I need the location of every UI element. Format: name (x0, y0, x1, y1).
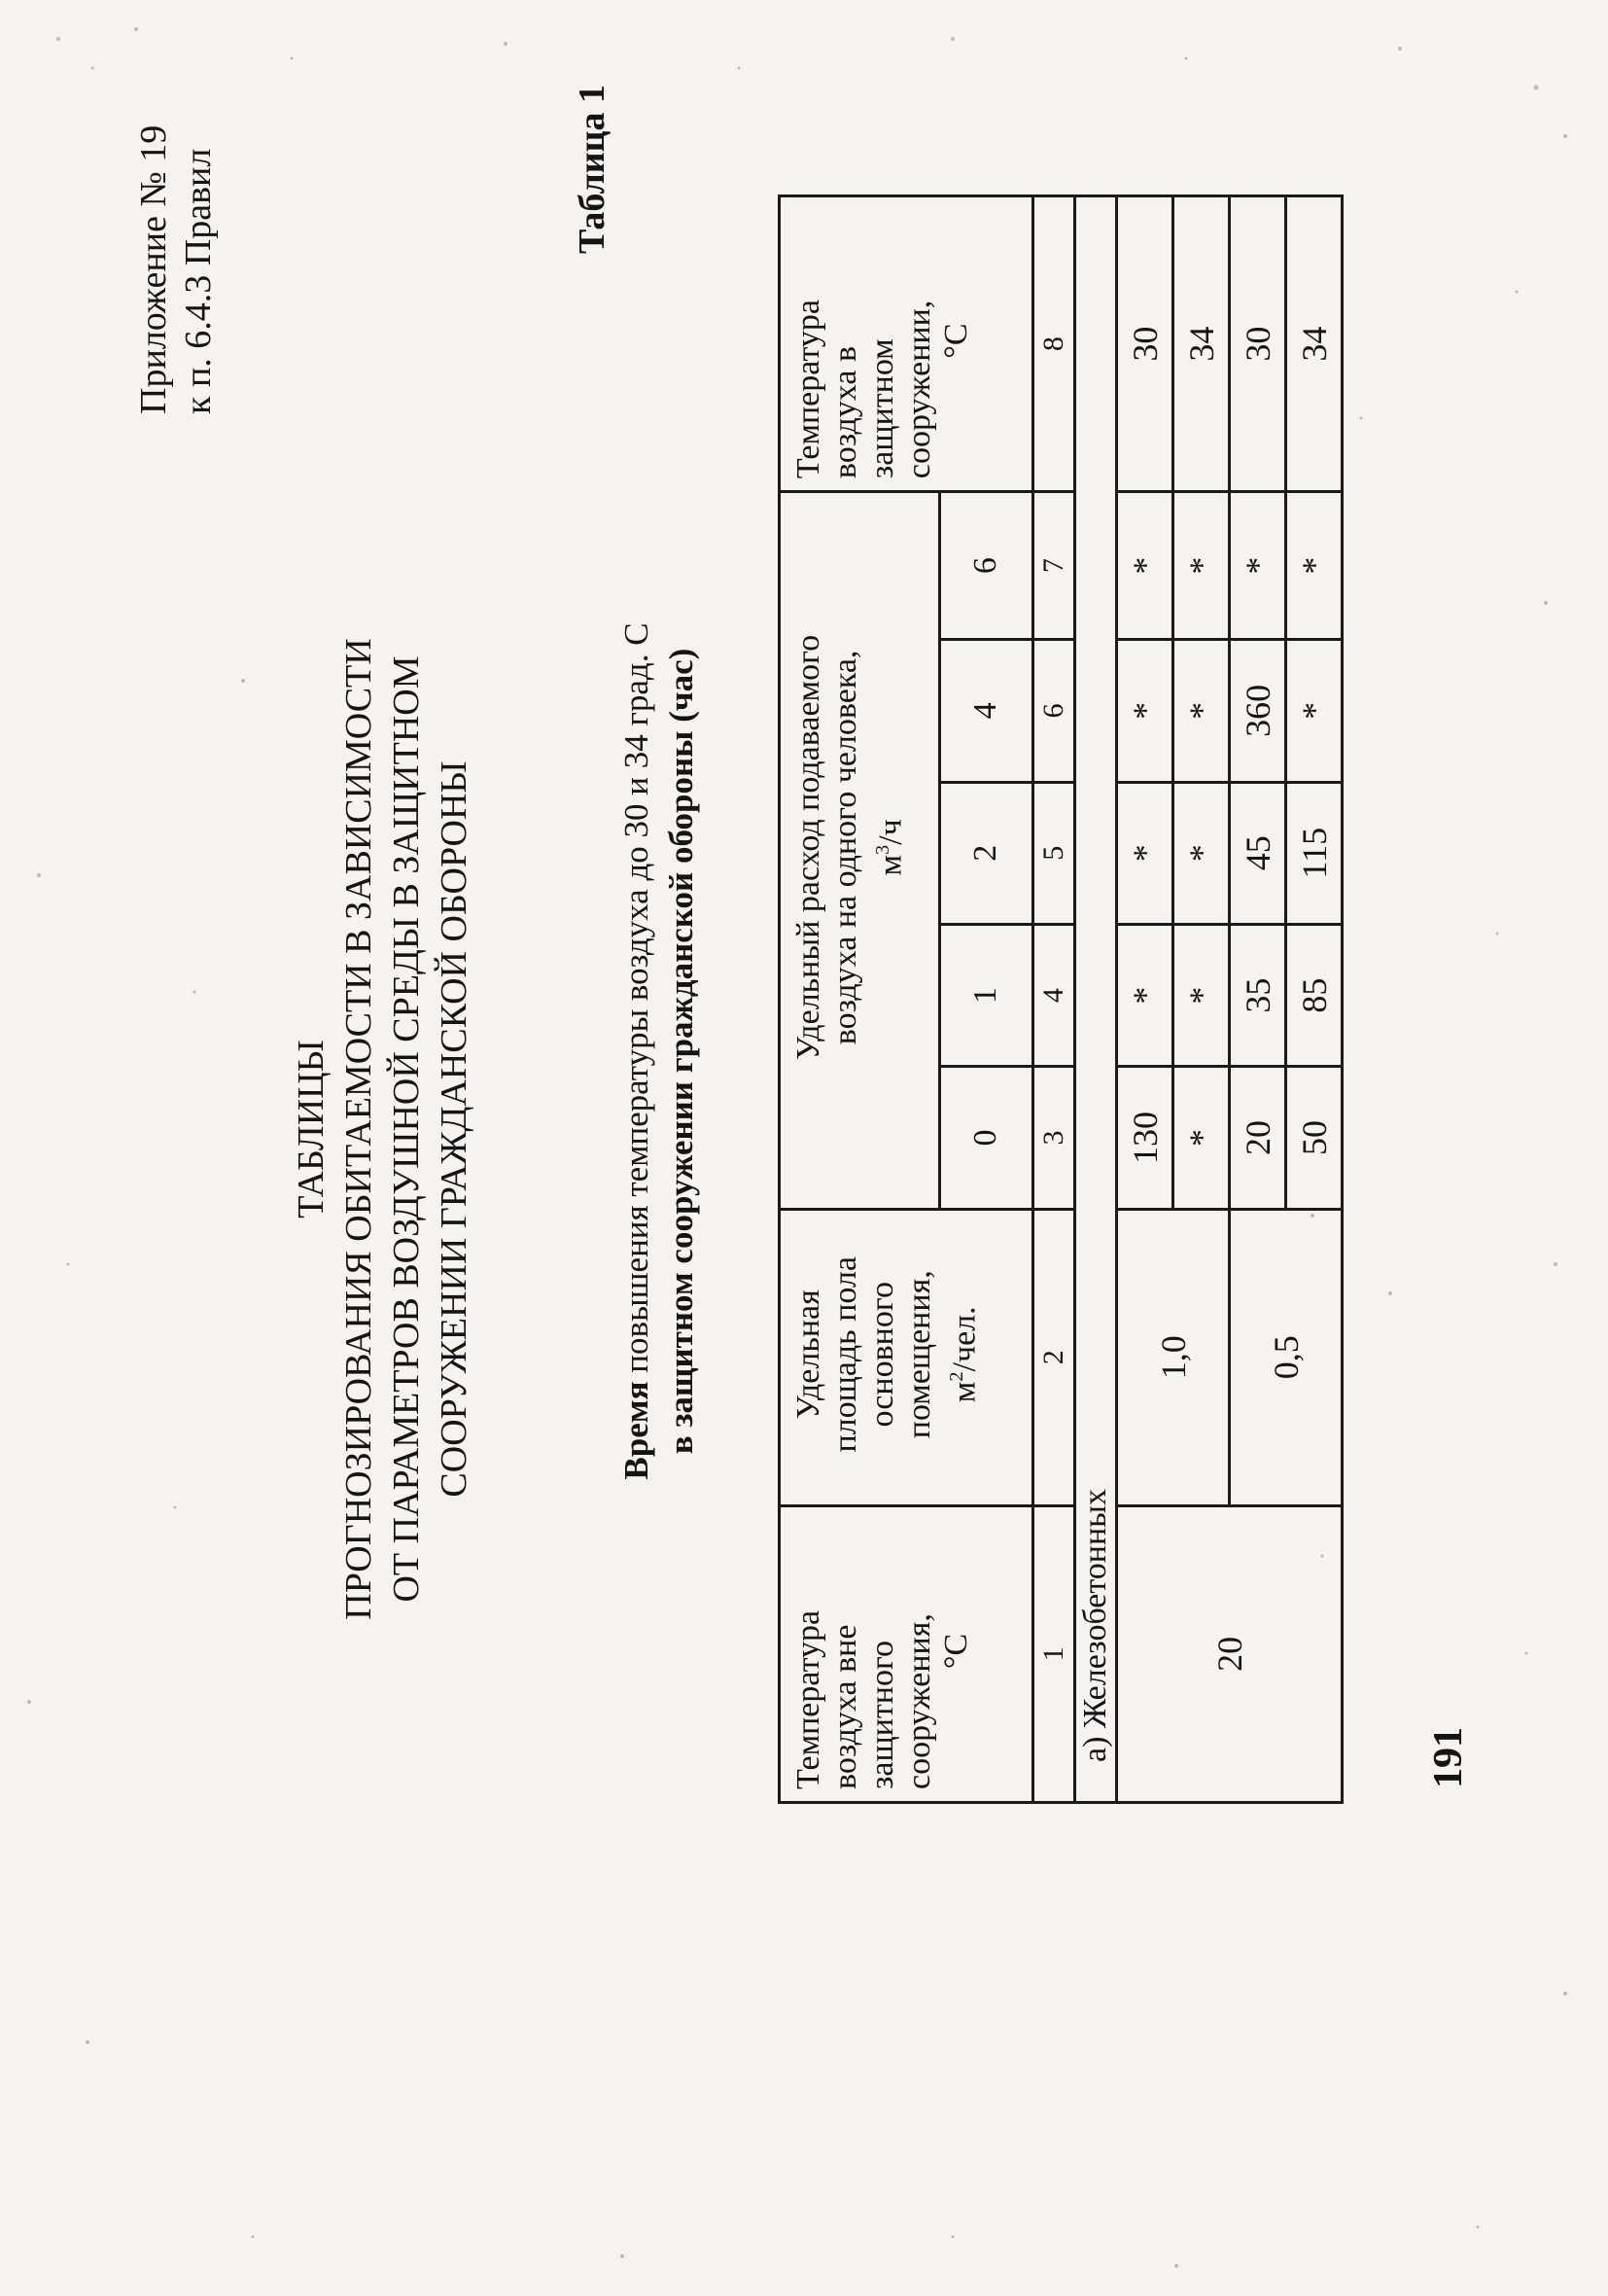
document-heading (288, 429, 478, 1829)
column-number: 3 (1033, 1067, 1075, 1209)
table-cell: * (1117, 492, 1173, 640)
table-label: Таблица 1 (572, 84, 612, 254)
header-air-flow-group (780, 492, 940, 1210)
table-cell: 20 (1230, 1067, 1286, 1209)
column-number: 5 (1033, 782, 1075, 924)
header-outside-temperature (780, 1505, 1033, 1802)
header-text: сооружении, (901, 300, 937, 479)
table-cell: * (1286, 492, 1343, 640)
header-text: помещения, (901, 1270, 937, 1439)
inside-temperature-cell: 34 (1173, 196, 1230, 492)
header-text: °С (938, 1633, 974, 1670)
table-header-row-1 (780, 196, 940, 1803)
table-cell: 45 (1230, 782, 1286, 924)
header-text: Удельная (790, 1289, 826, 1420)
header-text: воздуха на одного человека, (827, 650, 863, 1045)
heading-line-3: ОТ ПАРАМЕТРОВ ВОЗДУШНОЙ СРЕДЫ В ЗАЩИТНОМ (386, 655, 427, 1603)
table-cell: 360 (1230, 640, 1286, 782)
flow-value-header: 0 (939, 1067, 1032, 1209)
table-caption (614, 351, 704, 1751)
flow-value-header: 4 (939, 640, 1032, 782)
unit-suffix: /чел. (946, 1306, 983, 1372)
header-text: °С (938, 323, 974, 359)
table-cell: * (1173, 924, 1230, 1066)
header-text: площадь пола (827, 1256, 863, 1453)
flow-value-header: 1 (939, 924, 1032, 1066)
column-number: 7 (1033, 492, 1075, 640)
caption-line-2: в защитном сооружении гражданской обороны (час) (662, 648, 700, 1455)
table-cell: * (1286, 640, 1343, 782)
section-label (1075, 196, 1117, 1803)
header-text: защитном (864, 338, 900, 479)
table-cell: * (1173, 782, 1230, 924)
header-floor-area (780, 1209, 1033, 1505)
table-cell: 115 (1286, 782, 1343, 924)
column-number: 1 (1033, 1505, 1075, 1802)
caption-line-1-text: повышения температуры воздуха до 30 и 34 град. С (617, 622, 655, 1382)
header-text: основного (864, 1282, 900, 1428)
header-inside-temperature (780, 196, 1033, 492)
table-cell: * (1117, 640, 1173, 782)
heading-line-2: ПРОГНОЗИРОВАНИЯ ОБИТАЕМОСТИ В ЗАВИСИМОСТИ (338, 638, 379, 1620)
unit-base: м (872, 855, 909, 876)
heading-line-1: ТАБЛИЦЫ (291, 1040, 332, 1219)
section-row (1075, 196, 1117, 1803)
header-text: воздуха вне (827, 1624, 863, 1789)
header-text: воздуха в (827, 345, 863, 479)
header-text: Температура (790, 300, 826, 479)
flow-value-header: 6 (939, 492, 1032, 640)
column-number: 4 (1033, 924, 1075, 1066)
caption-bold-word: Время (617, 1381, 655, 1480)
header-text: Удельный расход подаваемого (790, 634, 826, 1060)
table-cell: * (1173, 492, 1230, 640)
table-row (1117, 196, 1173, 1803)
inside-temperature-cell: 34 (1286, 196, 1343, 492)
section-text: а) Железобетонных (1077, 1488, 1113, 1762)
header-unit (938, 1217, 983, 1493)
column-number: 6 (1033, 640, 1075, 782)
column-number-row (1033, 196, 1075, 1803)
header-text: защитного (864, 1640, 900, 1789)
unit-exponent: 2 (946, 1371, 967, 1382)
floor-area-cell: 0,5 (1230, 1209, 1343, 1505)
page-number: 191 (1426, 1727, 1471, 1788)
flow-value-header: 2 (939, 782, 1032, 924)
header-text: сооружения, (901, 1613, 937, 1789)
table-cell: 50 (1286, 1067, 1343, 1209)
table-cell: * (1117, 782, 1173, 924)
habitability-table (778, 194, 1344, 1804)
column-number: 2 (1033, 1209, 1075, 1505)
header-unit (864, 499, 909, 1196)
table-cell: 85 (1286, 924, 1343, 1066)
inside-temperature-cell: 30 (1230, 196, 1286, 492)
inside-temperature-cell: 30 (1117, 196, 1173, 492)
heading-line-4: СООРУЖЕНИИ ГРАЖДАНСКОЙ ОБОРОНЫ (434, 760, 474, 1498)
unit-exponent: 3 (872, 844, 893, 856)
table-cell: * (1117, 924, 1173, 1066)
floor-area-cell: 1,0 (1117, 1209, 1230, 1505)
unit-suffix: /ч (872, 819, 909, 845)
caption-line-1 (614, 351, 659, 1751)
appendix-rule-ref: к п. 6.4.3 Правил (178, 148, 219, 414)
column-number: 8 (1033, 196, 1075, 492)
unit-base: м (946, 1381, 983, 1403)
outside-temperature-cell: 20 (1117, 1505, 1343, 1802)
table-cell: 130 (1117, 1067, 1173, 1209)
table-cell: * (1230, 492, 1286, 640)
appendix-reference (131, 6, 221, 414)
table-cell: * (1173, 640, 1230, 782)
table-cell: 35 (1230, 924, 1286, 1066)
header-text: Температура (790, 1609, 826, 1789)
appendix-number: Приложение № 19 (133, 124, 174, 414)
table-cell: * (1173, 1067, 1230, 1209)
